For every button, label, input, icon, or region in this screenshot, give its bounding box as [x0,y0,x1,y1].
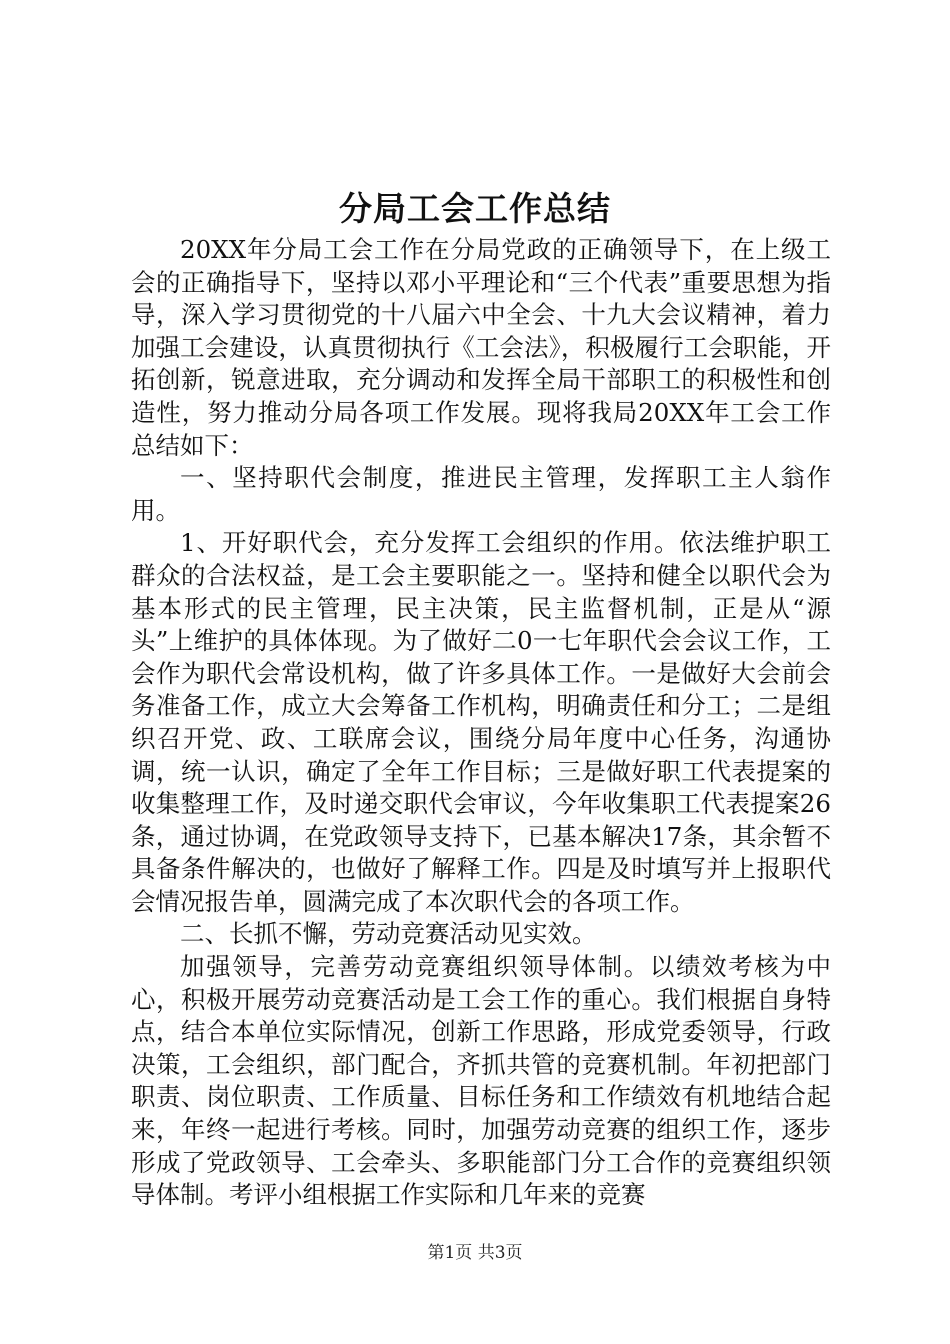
document-title: 分局工会工作总结 [339,189,611,228]
paragraph-intro: 20XX年分局工会工作在分局党政的正确领导下，在上级工会的正确指导下，坚持以邓小平理论和“三个代表”重要思想为指导，深入学习贯彻党的十八届六中全会、十九大会议精神，着力加强工会建设，认真贯彻执行《工会法》，积极履行工会职能，开拓创新，锐意进取，充分调动和发挥全局干部职工的积极性和创造性，努力推动分局各项工作发展。现将我局20XX年工会工作总结如下： [131,235,831,460]
paragraph-section-1-item-1: 1、开好职代会，充分发挥工会组织的作用。依法维护职工群众的合法权益，是工会主要职能之一。坚持和健全以职代会为基本形式的民主管理，民主决策，民主监督机制，正是从“源头”上维护的具体体现。为了做好二0一七年职代会会议工作，工会作为职代会常设机构，做了许多具体工作。一是做好大会前会务准备工作，成立大会筹备工作机构，明确责任和分工；二是组织召开党、政、工联席会议，围绕分局年度中心任务，沟通协调，统一认识，确定了全年工作目标；三是做好职工代表提案的收集整理工作，及时递交职代会审议，今年收集职工代表提案26条，通过协调，在党政领导支持下，已基本解决17条，其余暂不具备条件解决的，也做好了解释工作。四是及时填写并上报职代会情况报告单，圆满完成了本次职代会的各项工作。 [131,528,831,916]
page-footer: 第1页 共3页 [427,1243,523,1263]
section-heading-2: 二、长抓不懈，劳动竞赛活动见实效。 [180,919,597,949]
document-body [131,234,831,1212]
section-heading-1: 一、坚持职代会制度，推进民主管理，发挥职工主人翁作用。 [131,463,831,525]
paragraph-section-2: 加强领导，完善劳动竞赛组织领导体制。以绩效考核为中心，积极开展劳动竞赛活动是工会工作的重心。我们根据自身特点，结合本单位实际情况，创新工作思路，形成党委领导，行政决策，工会组织，部门配合，齐抓共管的竞赛机制。年初把部门职责、岗位职责、工作质量、目标任务和工作绩效有机地结合起来，年终一起进行考核。同时，加强劳动竞赛的组织工作，逐步形成了党政领导、工会牵头、多职能部门分工合作的竞赛组织领导体制。考评小组根据工作实际和几年来的竞赛 [131,952,831,1210]
